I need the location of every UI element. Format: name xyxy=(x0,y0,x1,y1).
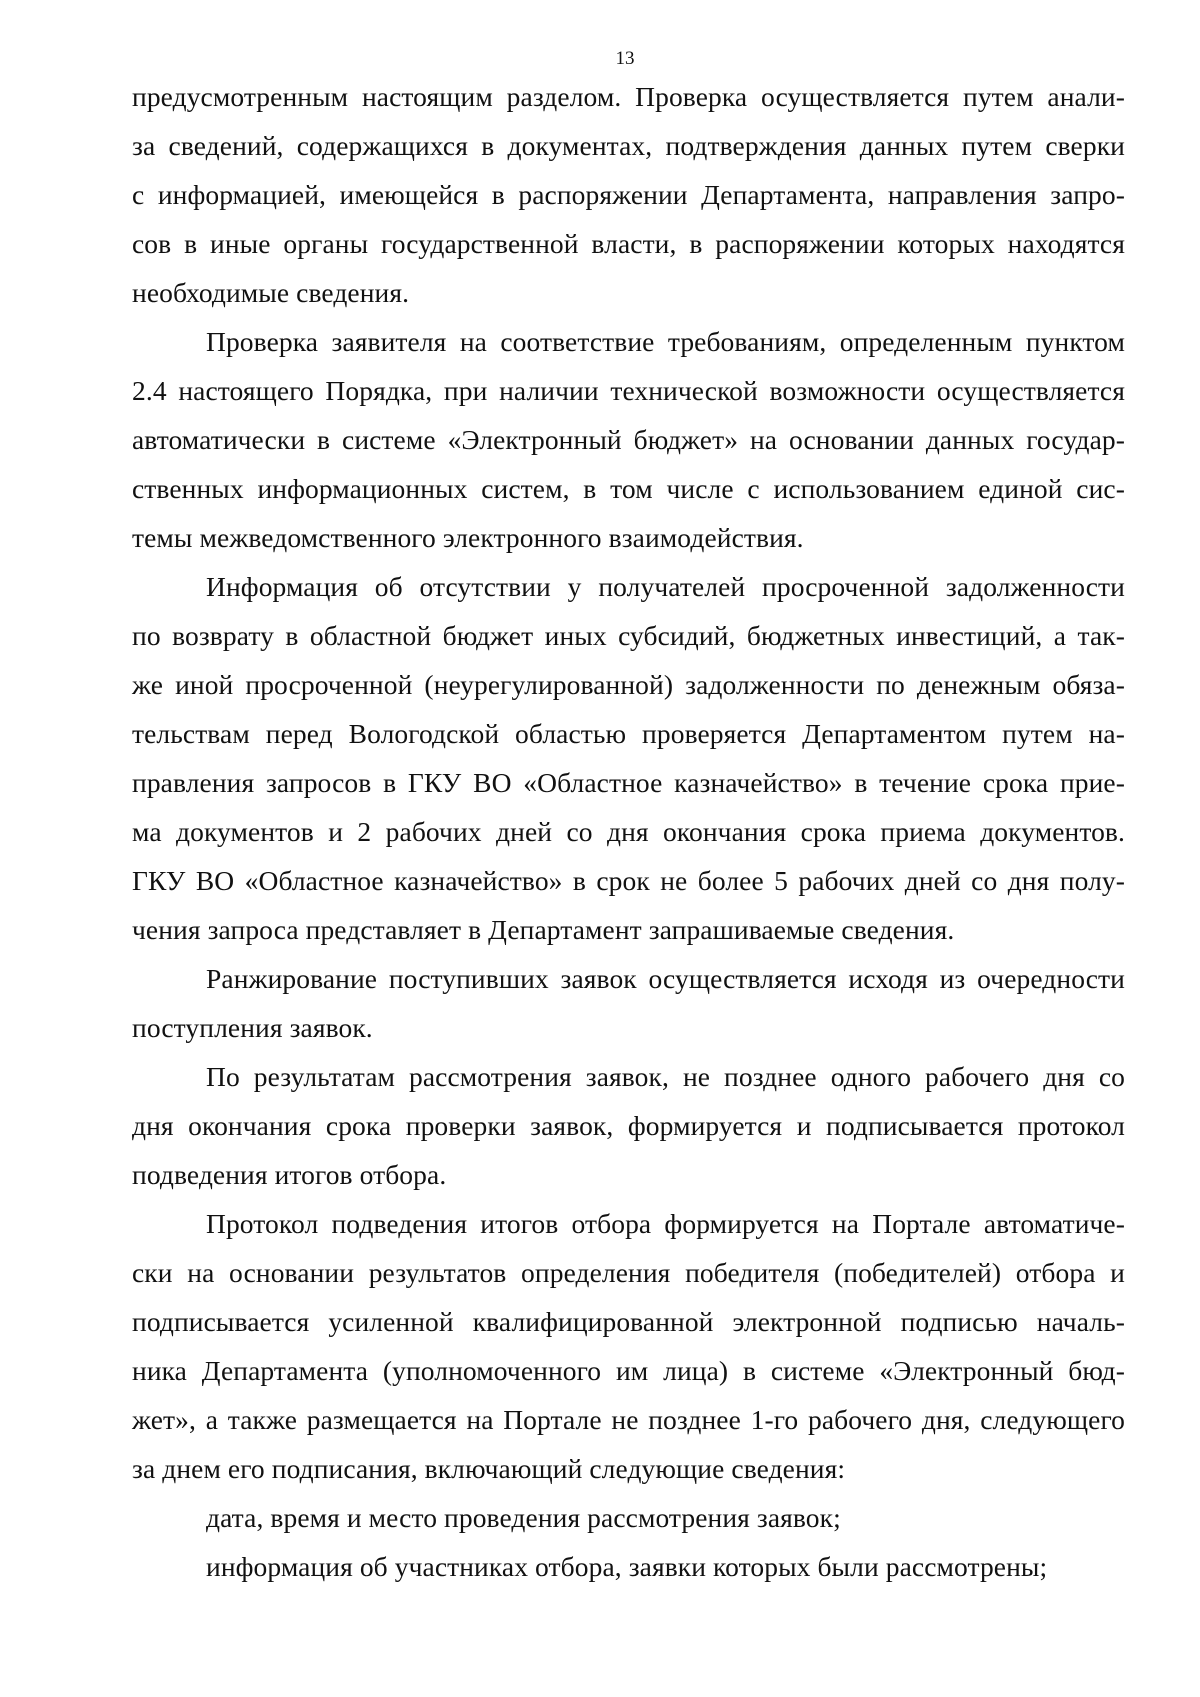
text-line: поступления заявок. xyxy=(132,1012,373,1043)
document-body xyxy=(132,72,1125,1591)
text-line: ственных информационных систем, в том числе с использованием единой сис- xyxy=(132,473,1125,504)
paragraph xyxy=(132,562,1125,954)
paragraph xyxy=(132,72,1125,317)
text-line: чения запроса представляет в Департамент запрашиваемые сведения. xyxy=(132,914,955,945)
text-line: ски на основании результатов определения победителя (победителей) отбора и xyxy=(132,1257,1125,1288)
text-line: информация об участниках отбора, заявки которых были рассмотрены; xyxy=(206,1551,1048,1582)
text-line: правления запросов в ГКУ ВО «Областное казначейство» в течение срока прие- xyxy=(132,767,1125,798)
text-line: подписывается усиленной квалифицированной электронной подписью началь- xyxy=(132,1306,1125,1337)
text-line: ника Департамента (уполномоченного им лица) в системе «Электронный бюд- xyxy=(132,1355,1125,1386)
text-line: Протокол подведения итогов отбора формируется на Портале автоматиче- xyxy=(206,1208,1125,1239)
page-number: 13 xyxy=(615,48,635,69)
text-line: же иной просроченной (неурегулированной) задолженности по денежным обяза- xyxy=(132,669,1125,700)
text-line: Информация об отсутствии у получателей просроченной задолженности xyxy=(206,571,1125,602)
text-line: ма документов и 2 рабочих дней со дня окончания срока приема документов. xyxy=(132,816,1125,847)
text-line: темы межведомственного электронного взаимодействия. xyxy=(132,522,804,553)
paragraph xyxy=(132,1493,1125,1542)
text-line: подведения итогов отбора. xyxy=(132,1159,447,1190)
text-line: по возврату в областной бюджет иных субсидий, бюджетных инвестиций, а так- xyxy=(132,620,1125,651)
text-line: Проверка заявителя на соответствие требованиям, определенным пунктом xyxy=(206,326,1125,357)
text-line: тельствам перед Вологодской областью проверяется Департаментом путем на- xyxy=(132,718,1125,749)
text-line: 2.4 настоящего Порядка, при наличии технической возможности осуществляется xyxy=(132,375,1125,406)
paragraph xyxy=(132,1052,1125,1199)
text-line: дата, время и место проведения рассмотрения заявок; xyxy=(206,1502,841,1533)
text-line: ГКУ ВО «Областное казначейство» в срок не более 5 рабочих дней со дня полу- xyxy=(132,865,1125,896)
text-line: Ранжирование поступивших заявок осуществляется исходя из очередности xyxy=(206,963,1125,994)
text-line: жет», а также размещается на Портале не позднее 1-го рабочего дня, следующего xyxy=(132,1404,1125,1435)
text-line: за днем его подписания, включающий следующие сведения: xyxy=(132,1453,846,1484)
text-line: автоматически в системе «Электронный бюджет» на основании данных государ- xyxy=(132,424,1125,455)
text-line: дня окончания срока проверки заявок, формируется и подписывается протокол xyxy=(132,1110,1125,1141)
text-line: предусмотренным настоящим разделом. Проверка осуществляется путем анали- xyxy=(132,81,1125,112)
text-line: необходимые сведения. xyxy=(132,277,410,308)
paragraph xyxy=(132,954,1125,1052)
text-line: сов в иные органы государственной власти, в распоряжении которых находятся xyxy=(132,228,1125,259)
paragraph xyxy=(132,1542,1125,1591)
paragraph xyxy=(132,317,1125,562)
paragraph xyxy=(132,1199,1125,1493)
text-line: По результатам рассмотрения заявок, не позднее одного рабочего дня со xyxy=(206,1061,1125,1092)
text-line: за сведений, содержащихся в документах, подтверждения данных путем сверки xyxy=(132,130,1125,161)
text-line: с информацией, имеющейся в распоряжении Департамента, направления запро- xyxy=(132,179,1125,210)
